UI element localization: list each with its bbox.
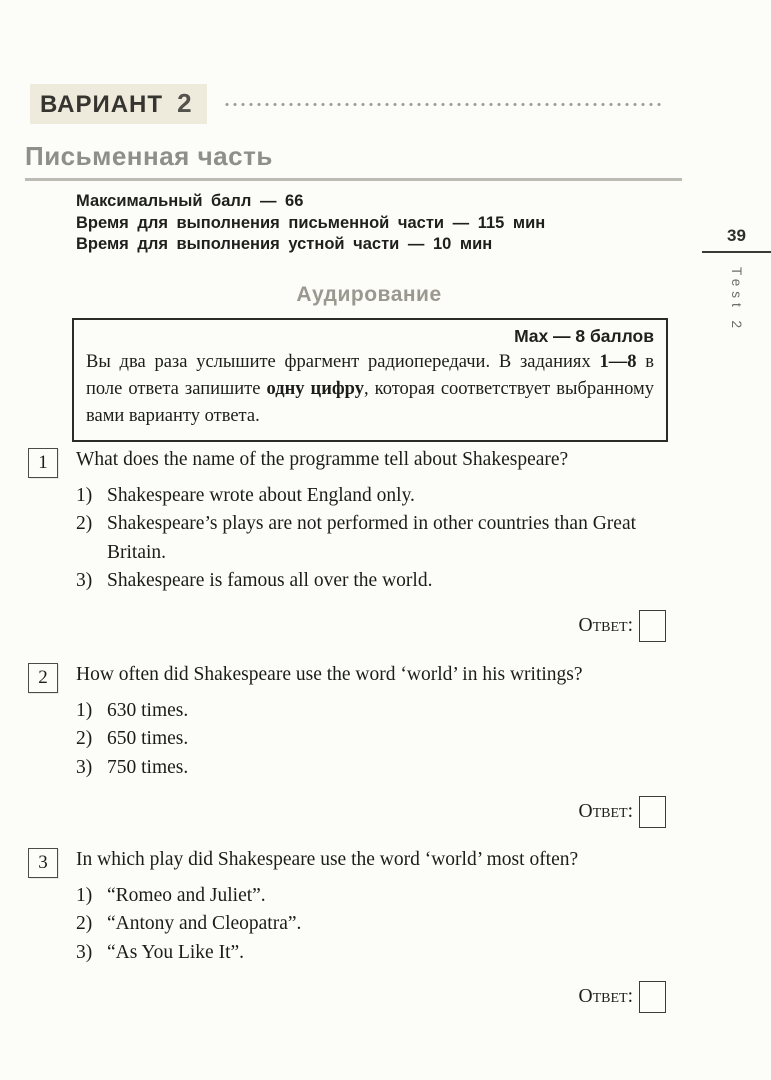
- listening-section-heading: Аудирование: [296, 283, 442, 306]
- option-text: 750 times.: [107, 756, 189, 778]
- option-number: 1): [76, 699, 93, 721]
- option-number: 2): [76, 913, 93, 934]
- dotted-leader-decoration: [223, 101, 665, 108]
- question-3-number: 3: [38, 852, 48, 873]
- exam-info-block: [76, 191, 545, 256]
- option-text: Shakespeare wrote about England only.: [107, 484, 415, 506]
- question-2-answer-input-box[interactable]: [639, 796, 666, 828]
- instruction-part: Вы два раза услышите фрагмент радиопередачи. В заданиях: [86, 352, 600, 372]
- question-2-option-3[interactable]: [76, 754, 668, 783]
- question-2-option-1[interactable]: [76, 697, 668, 726]
- question-3-option-2[interactable]: [76, 910, 668, 939]
- question-2: [28, 661, 673, 828]
- question-2-number: 2: [38, 667, 48, 688]
- question-3-number-box: [28, 848, 58, 878]
- option-number: 3): [76, 941, 93, 963]
- question-3-options: [76, 882, 668, 968]
- question-1-options: [76, 482, 668, 596]
- option-text: “Romeo and Juliet”.: [107, 884, 266, 906]
- test-tab-label: Test 2: [729, 267, 744, 334]
- answer-label: Ответ:: [578, 986, 633, 1007]
- instruction-part: , которая соответствует выбранному вами варианту ответа.: [86, 379, 654, 426]
- option-text: “Antony and Cleopatra”.: [107, 913, 302, 934]
- option-number: 3): [76, 756, 93, 778]
- question-1-text: What does the name of the programme tell about Shakespeare?: [76, 449, 569, 470]
- variant-title-band: [30, 84, 207, 124]
- question-3: [28, 846, 673, 1013]
- variant-header: [30, 84, 665, 124]
- question-1-option-3[interactable]: [76, 567, 668, 596]
- option-text: 630 times.: [107, 699, 189, 721]
- option-text: “As You Like It”.: [107, 941, 245, 963]
- instruction-part: в поле ответа запишите: [86, 352, 654, 399]
- max-score-badge: Max — 8 баллов: [514, 326, 654, 346]
- instruction-bold-digit: одну цифру: [266, 379, 364, 399]
- max-score-line: Максимальный балл — 66: [76, 192, 304, 210]
- question-1: [28, 446, 673, 642]
- question-1-number: 1: [38, 452, 48, 473]
- question-2-options: [76, 697, 668, 783]
- question-2-text: How often did Shakespeare use the word ‘world’ in his writings?: [76, 664, 583, 685]
- variant-label: ВАРИАНТ: [40, 91, 164, 118]
- question-1-number-box: [28, 448, 58, 478]
- written-time-line: Время для выполнения письменной части — 115 мин: [76, 213, 546, 232]
- listening-instruction-text: [86, 349, 654, 430]
- option-text: 650 times.: [107, 728, 189, 749]
- variant-number: 2: [177, 88, 193, 118]
- question-3-option-3[interactable]: [76, 939, 668, 968]
- option-text: Shakespeare’s plays are not performed in other countries than Great Britain.: [107, 513, 637, 563]
- question-3-answer-input-box[interactable]: [639, 981, 666, 1013]
- question-3-answer-row: [76, 981, 668, 1013]
- oral-time-line: Время для выполнения устной части — 10 мин: [76, 235, 493, 253]
- section-title: Письменная часть: [25, 141, 682, 181]
- option-number: 1): [76, 484, 93, 506]
- question-1-option-1[interactable]: [76, 482, 668, 511]
- option-number: 1): [76, 884, 93, 906]
- page-margin-column: [702, 226, 771, 338]
- answer-label: Ответ:: [578, 614, 633, 636]
- question-1-answer-row: [76, 610, 668, 642]
- option-number: 3): [76, 570, 93, 591]
- question-2-number-box: [28, 663, 58, 693]
- page-number: 39: [702, 226, 771, 253]
- question-1-option-2[interactable]: [76, 510, 668, 567]
- question-2-answer-row: [76, 796, 668, 828]
- option-number: 2): [76, 513, 93, 534]
- question-2-option-2[interactable]: [76, 725, 668, 754]
- option-number: 2): [76, 728, 93, 749]
- question-3-option-1[interactable]: [76, 882, 668, 911]
- option-text: Shakespeare is famous all over the world.: [107, 570, 433, 591]
- question-3-text: In which play did Shakespeare use the word ‘world’ most often?: [76, 849, 579, 870]
- listening-instruction-box: [72, 318, 668, 442]
- instruction-bold-range: 1—8: [599, 352, 637, 372]
- answer-label: Ответ:: [578, 801, 633, 822]
- question-1-answer-input-box[interactable]: [639, 610, 666, 642]
